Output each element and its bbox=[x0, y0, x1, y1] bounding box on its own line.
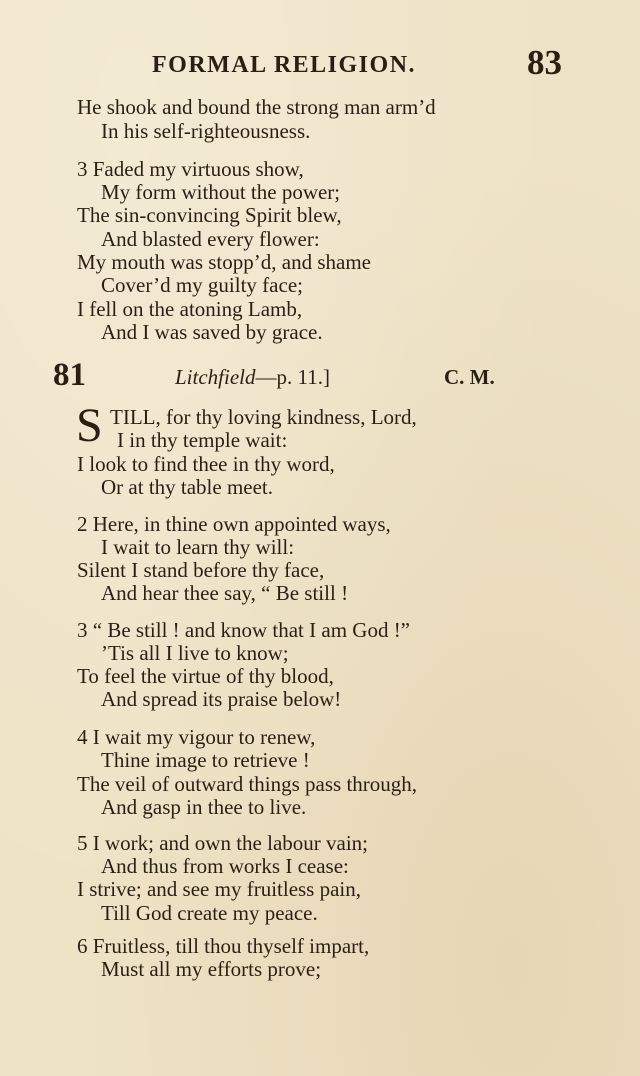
verse-line: Cover’d my guilty face; bbox=[101, 273, 303, 297]
verse-line: He shook and bound the strong man arm’d bbox=[77, 95, 436, 119]
hymn-meter: C. M. bbox=[444, 365, 495, 389]
verse-line: TILL, for thy loving kindness, Lord, bbox=[110, 405, 417, 429]
verse-line: Thine image to retrieve ! bbox=[101, 748, 310, 772]
hymn-number: 81 bbox=[53, 357, 86, 393]
verse-line: 2 Here, in thine own appointed ways, bbox=[77, 512, 391, 536]
verse-line: My form without the power; bbox=[101, 180, 341, 204]
verse-line: The veil of outward things pass through, bbox=[77, 772, 418, 796]
verse-line: To feel the virtue of thy blood, bbox=[77, 664, 334, 688]
verse-line: And gasp in thee to live. bbox=[101, 795, 307, 819]
verse-line: And spread its praise below! bbox=[101, 687, 342, 711]
verse-line: Silent I stand before thy face, bbox=[77, 558, 325, 582]
verse-line: And I was saved by grace. bbox=[101, 320, 323, 344]
verse-line: ’Tis all I live to know; bbox=[101, 641, 289, 665]
verse-line: I strive; and see my fruitless pain, bbox=[77, 877, 362, 901]
verse-line: And blasted every flower: bbox=[101, 227, 320, 251]
verse-line: And hear thee say, “ Be still ! bbox=[101, 581, 349, 605]
verse-line: Till God create my peace. bbox=[101, 901, 318, 925]
tune-page: —p. 11.] bbox=[255, 365, 330, 389]
verse-line: 4 I wait my vigour to renew, bbox=[77, 725, 316, 749]
drop-cap: S bbox=[76, 399, 103, 452]
running-title: FORMAL RELIGION. bbox=[152, 52, 417, 78]
verse-line: I fell on the atoning Lamb, bbox=[77, 297, 303, 321]
verse-line: I look to find thee in thy word, bbox=[77, 452, 335, 476]
page-header bbox=[0, 43, 640, 84]
verse-line: 3 “ Be still ! and know that I am God !” bbox=[77, 618, 411, 642]
hymn-heading bbox=[0, 357, 640, 396]
verse-line: The sin-convincing Spirit blew, bbox=[77, 203, 342, 227]
verse-line: 3 Faded my virtuous show, bbox=[77, 157, 304, 181]
verse-line: 5 I work; and own the labour vain; bbox=[77, 831, 369, 855]
verse-line: In his self-righteousness. bbox=[101, 119, 311, 143]
page-number: 83 bbox=[527, 43, 562, 82]
verse-line: 6 Fruitless, till thou thyself impart, bbox=[77, 934, 370, 958]
verse-line: Or at thy table meet. bbox=[101, 475, 274, 499]
verse-line: And thus from works I cease: bbox=[101, 854, 349, 878]
verse-line: I wait to learn thy will: bbox=[101, 535, 295, 559]
verse-line: Must all my efforts prove; bbox=[101, 957, 322, 981]
verse-line: I in thy temple wait: bbox=[117, 428, 288, 452]
tune-reference bbox=[175, 365, 330, 390]
tune-name: Litchfield bbox=[175, 365, 256, 389]
verse-line: My mouth was stopp’d, and shame bbox=[77, 250, 371, 274]
